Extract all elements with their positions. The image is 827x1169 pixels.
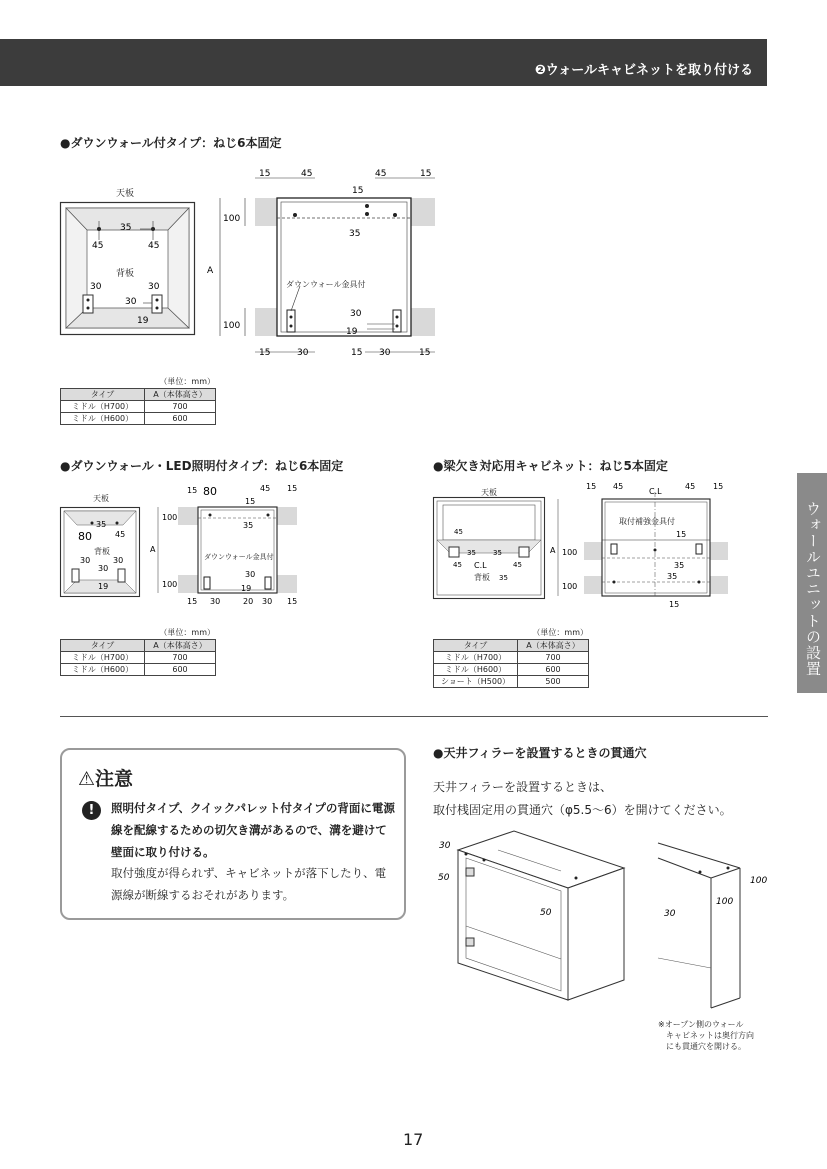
svg-text:35: 35 bbox=[667, 572, 678, 581]
svg-text:35: 35 bbox=[96, 520, 107, 529]
side-tab-label: ウォールユニットの設置 bbox=[804, 501, 822, 677]
svg-text:45: 45 bbox=[92, 241, 104, 251]
table-cell: ミドル（H700） bbox=[434, 652, 518, 664]
back-board-label: 背板 bbox=[116, 269, 135, 279]
ceiling-line2: 取付桟固定用の貫通穴（φ5.5〜6）を開けてください。 bbox=[433, 803, 732, 817]
table-row bbox=[61, 652, 216, 664]
table-header-type: タイプ bbox=[434, 640, 518, 652]
svg-text:35: 35 bbox=[674, 561, 685, 570]
table-cell: ミドル（H700） bbox=[61, 401, 145, 413]
caution-body-text: 取付強度が得られず、キャビネットが落下したり、電源線が断線するおそれがあります。 bbox=[111, 866, 387, 902]
svg-text:A: A bbox=[550, 546, 556, 555]
svg-text:30: 30 bbox=[379, 348, 391, 358]
ceiling-line1: 天井フィラーを設置するときは、 bbox=[433, 780, 613, 794]
svg-text:50: 50 bbox=[540, 908, 552, 918]
svg-text:100: 100 bbox=[162, 513, 178, 522]
svg-text:20: 20 bbox=[243, 597, 254, 606]
table-header-height: A（本体高さ） bbox=[145, 389, 216, 401]
section2-elevation-diagram bbox=[150, 480, 310, 610]
table-cell: ミドル（H600） bbox=[61, 664, 145, 676]
table-header-type: タイプ bbox=[61, 389, 145, 401]
table-row bbox=[434, 664, 589, 676]
svg-text:45: 45 bbox=[453, 561, 462, 569]
svg-text:45: 45 bbox=[513, 561, 522, 569]
unit-label: （単位：mm） bbox=[159, 628, 215, 637]
svg-text:30: 30 bbox=[245, 570, 256, 579]
bracket-label: ダウンウォール金具付 bbox=[204, 553, 274, 561]
header-bar bbox=[0, 39, 767, 86]
bracket-label: ダウンウォール金具付 bbox=[286, 280, 366, 289]
svg-text:15: 15 bbox=[259, 169, 271, 179]
svg-text:30: 30 bbox=[262, 597, 273, 606]
section3-perspective-diagram bbox=[433, 497, 545, 599]
note-line: にも貫通穴を開ける。 bbox=[658, 1042, 746, 1051]
svg-text:15: 15 bbox=[245, 497, 256, 506]
section1-spec-table bbox=[60, 388, 216, 425]
svg-text:15: 15 bbox=[187, 486, 198, 495]
svg-text:80: 80 bbox=[203, 485, 217, 498]
table-cell: 600 bbox=[518, 664, 589, 676]
unit-label: （単位：mm） bbox=[159, 377, 215, 386]
svg-text:15: 15 bbox=[669, 600, 680, 609]
section3-spec-table bbox=[433, 639, 589, 688]
svg-text:19: 19 bbox=[98, 582, 109, 591]
table-row bbox=[61, 401, 216, 413]
svg-text:15: 15 bbox=[676, 530, 687, 539]
svg-text:30: 30 bbox=[664, 909, 676, 919]
section1-heading: ●ダウンウォール付タイプ：ねじ6本固定 bbox=[60, 136, 282, 150]
page-number: 17 bbox=[403, 1130, 424, 1149]
svg-text:15: 15 bbox=[351, 348, 363, 358]
svg-text:15: 15 bbox=[287, 484, 298, 493]
table-cell: 700 bbox=[518, 652, 589, 664]
ceiling-cabinet-side-diagram bbox=[658, 838, 768, 1008]
table-cell: 600 bbox=[145, 664, 216, 676]
svg-text:30: 30 bbox=[350, 309, 362, 319]
table-cell: ショート（H500） bbox=[434, 676, 518, 688]
section2-spec-table bbox=[60, 639, 216, 676]
svg-text:15: 15 bbox=[352, 186, 364, 196]
section3-elevation-diagram bbox=[548, 478, 733, 613]
svg-text:80: 80 bbox=[78, 530, 92, 543]
svg-text:15: 15 bbox=[420, 169, 432, 179]
ceiling-heading: ●天井フィラーを設置するときの貫通穴 bbox=[433, 746, 647, 760]
svg-text:A: A bbox=[207, 266, 214, 276]
table-cell: ミドル（H700） bbox=[61, 652, 145, 664]
table-cell: 600 bbox=[145, 413, 216, 425]
svg-text:30: 30 bbox=[297, 348, 309, 358]
section2-heading: ●ダウンウォール・LED照明付タイプ：ねじ6本固定 bbox=[60, 459, 344, 473]
table-row bbox=[61, 413, 216, 425]
table-row bbox=[434, 652, 589, 664]
svg-text:100: 100 bbox=[223, 321, 241, 331]
svg-text:30: 30 bbox=[98, 564, 109, 573]
svg-text:100: 100 bbox=[162, 580, 178, 589]
svg-text:19: 19 bbox=[346, 327, 358, 337]
svg-text:45: 45 bbox=[148, 241, 160, 251]
table-row bbox=[61, 664, 216, 676]
table-header-row bbox=[61, 640, 216, 652]
svg-text:45: 45 bbox=[115, 530, 126, 539]
back-board-label: 背板 bbox=[474, 573, 490, 582]
table-cell: 700 bbox=[145, 401, 216, 413]
section-divider bbox=[60, 716, 768, 717]
svg-text:35: 35 bbox=[467, 549, 476, 557]
table-header-height: A（本体高さ） bbox=[518, 640, 589, 652]
section-title: ❷ウォールキャビネットを取り付ける bbox=[534, 63, 753, 78]
table-cell: 500 bbox=[518, 676, 589, 688]
svg-text:45: 45 bbox=[301, 169, 313, 179]
svg-text:19: 19 bbox=[241, 584, 252, 593]
svg-text:30: 30 bbox=[148, 282, 160, 292]
top-board-label: 天板 bbox=[481, 488, 497, 497]
svg-text:45: 45 bbox=[685, 482, 696, 491]
top-board-label: 天板 bbox=[93, 494, 109, 503]
caution-bold-text: 照明付タイプ、クイックパレット付タイプの背面に電源線を配線するための切欠き溝があるので、溝を避けて壁面に取り付ける。 bbox=[111, 801, 395, 859]
svg-text:35: 35 bbox=[349, 229, 361, 239]
svg-text:35: 35 bbox=[243, 521, 254, 530]
back-board-label: 背板 bbox=[94, 547, 110, 556]
svg-text:35: 35 bbox=[120, 223, 132, 233]
svg-text:45: 45 bbox=[454, 528, 463, 536]
svg-text:15: 15 bbox=[419, 348, 431, 358]
svg-text:15: 15 bbox=[187, 597, 198, 606]
svg-text:A: A bbox=[150, 545, 156, 554]
svg-text:45: 45 bbox=[260, 484, 271, 493]
ceiling-note bbox=[658, 1019, 754, 1052]
table-cell: 700 bbox=[145, 652, 216, 664]
svg-text:19: 19 bbox=[137, 316, 149, 326]
svg-text:100: 100 bbox=[223, 214, 241, 224]
side-tab bbox=[797, 473, 827, 693]
svg-text:30: 30 bbox=[210, 597, 221, 606]
table-cell: ミドル（H600） bbox=[61, 413, 145, 425]
section1-elevation-diagram bbox=[207, 168, 440, 363]
svg-text:30: 30 bbox=[125, 297, 137, 307]
svg-text:30: 30 bbox=[90, 282, 102, 292]
svg-text:100: 100 bbox=[562, 582, 578, 591]
table-row bbox=[434, 676, 589, 688]
svg-text:100: 100 bbox=[562, 548, 578, 557]
svg-text:100: 100 bbox=[716, 897, 734, 907]
ceiling-body bbox=[433, 776, 732, 822]
svg-text:30: 30 bbox=[439, 841, 451, 851]
table-header-row bbox=[434, 640, 589, 652]
svg-text:35: 35 bbox=[493, 549, 502, 557]
svg-text:30: 30 bbox=[113, 556, 124, 565]
table-header-row bbox=[61, 389, 216, 401]
section3-heading: ●梁欠き対応用キャビネット：ねじ5本固定 bbox=[433, 459, 668, 473]
table-header-type: タイプ bbox=[61, 640, 145, 652]
svg-text:35: 35 bbox=[499, 574, 508, 582]
caution-title: ⚠注意 bbox=[78, 768, 134, 790]
note-line: ※オープン側のウォール bbox=[658, 1020, 744, 1029]
svg-text:45: 45 bbox=[375, 169, 387, 179]
table-header-height: A（本体高さ） bbox=[145, 640, 216, 652]
reinforce-bracket-label: 取付補強金具付 bbox=[619, 517, 675, 526]
svg-text:15: 15 bbox=[287, 597, 298, 606]
top-board-label: 天板 bbox=[116, 189, 135, 199]
exclamation-icon: ! bbox=[82, 801, 101, 820]
note-line: キャビネットは奥行方向 bbox=[658, 1031, 754, 1040]
svg-text:50: 50 bbox=[438, 873, 450, 883]
svg-text:C.L: C.L bbox=[474, 561, 487, 570]
svg-text:100: 100 bbox=[750, 876, 768, 886]
table-cell: ミドル（H600） bbox=[434, 664, 518, 676]
svg-text:15: 15 bbox=[713, 482, 724, 491]
svg-text:C.L: C.L bbox=[649, 487, 662, 496]
unit-label: （単位：mm） bbox=[532, 628, 588, 637]
svg-text:45: 45 bbox=[613, 482, 624, 491]
svg-text:30: 30 bbox=[80, 556, 91, 565]
svg-text:15: 15 bbox=[586, 482, 597, 491]
svg-text:15: 15 bbox=[259, 348, 271, 358]
ceiling-cabinet-diagram bbox=[436, 828, 631, 1008]
